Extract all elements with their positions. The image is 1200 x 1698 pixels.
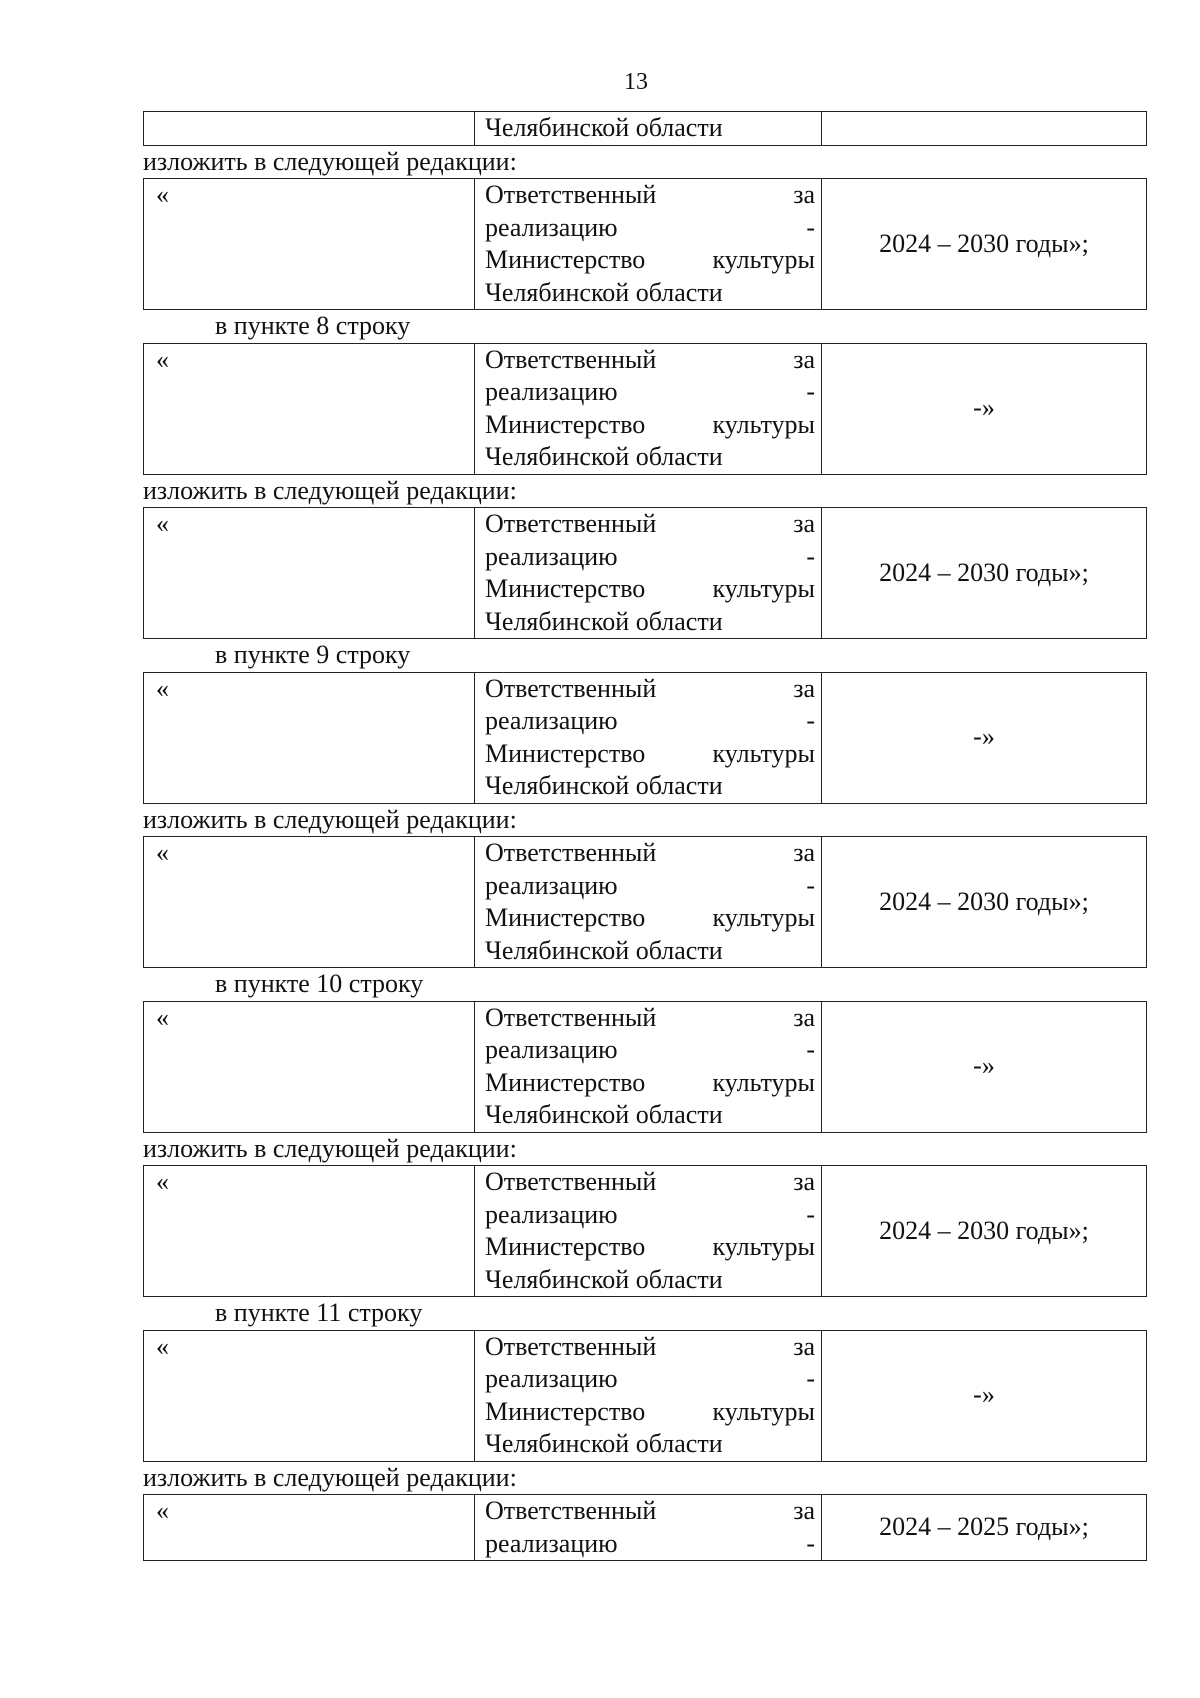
responsible-cell bbox=[475, 1001, 822, 1132]
cell-line bbox=[485, 1495, 815, 1528]
cell-text: - bbox=[806, 1364, 815, 1393]
years-cell: 2024 – 2030 годы»; bbox=[822, 179, 1147, 310]
cell-text: - bbox=[806, 212, 815, 242]
cell-text: культуры bbox=[712, 1232, 815, 1261]
table-row bbox=[144, 672, 1147, 803]
dash-cell: -» bbox=[822, 343, 1147, 474]
responsible-cell bbox=[475, 508, 822, 639]
table-row bbox=[144, 179, 1147, 310]
cell-text: реализацию bbox=[485, 541, 618, 571]
paragraph-edit-instruction: изложить в следующей редакции: bbox=[143, 475, 517, 505]
cell-text: культуры bbox=[712, 245, 815, 274]
cell-line bbox=[485, 1199, 815, 1232]
cell-text: Министерство bbox=[485, 574, 646, 603]
cell-text: реализацию bbox=[485, 1199, 618, 1229]
cell-text: реализацию bbox=[485, 706, 618, 735]
cell-line: « bbox=[156, 1167, 169, 1196]
table-cell bbox=[144, 1495, 475, 1561]
cell-text: за bbox=[793, 838, 815, 867]
cell-text: за bbox=[793, 180, 815, 209]
cell-line bbox=[485, 179, 815, 212]
table-cell bbox=[144, 1001, 475, 1132]
table-row bbox=[144, 1330, 1147, 1461]
cell-line bbox=[485, 573, 815, 606]
cell-line bbox=[485, 212, 815, 245]
cell-line: « bbox=[156, 180, 169, 209]
cell-text: за bbox=[793, 1167, 815, 1196]
cell-line bbox=[485, 1166, 815, 1199]
cell-line: « bbox=[156, 1331, 169, 1361]
cell-line: Челябинской области bbox=[485, 113, 723, 142]
cell-line: « bbox=[156, 344, 169, 374]
cell-line bbox=[485, 344, 815, 377]
table-row bbox=[144, 1001, 1147, 1132]
responsible-cell bbox=[475, 672, 822, 803]
cell-line: « bbox=[156, 673, 169, 703]
cell-text: за bbox=[793, 509, 815, 538]
cell-line: « bbox=[156, 1496, 169, 1525]
cell-text: Ответственный bbox=[485, 344, 657, 374]
cell-line bbox=[485, 376, 815, 409]
table-cell bbox=[144, 1330, 475, 1461]
table-cell bbox=[475, 112, 822, 146]
table-new-revision bbox=[143, 836, 1147, 968]
cell-line: « bbox=[156, 509, 169, 538]
cell-text: Ответственный bbox=[485, 180, 657, 209]
cell-text: культуры bbox=[712, 1396, 815, 1426]
responsible-cell bbox=[475, 1495, 822, 1561]
cell-line bbox=[485, 738, 815, 771]
responsible-cell bbox=[475, 837, 822, 968]
table-cell bbox=[144, 672, 475, 803]
cell-text: реализацию bbox=[485, 377, 618, 406]
cell-text: культуры bbox=[712, 738, 815, 768]
paragraph-edit-instruction: изложить в следующей редакции: bbox=[143, 146, 517, 176]
cell-line bbox=[485, 244, 815, 277]
table-row bbox=[144, 508, 1147, 639]
cell-text: культуры bbox=[712, 574, 815, 603]
table-new-revision-partial bbox=[143, 1494, 1147, 1561]
cell-text: за bbox=[793, 1002, 815, 1032]
cell-line bbox=[485, 508, 815, 541]
cell-text: - bbox=[806, 1199, 815, 1229]
cell-line bbox=[485, 1528, 815, 1561]
cell-line bbox=[485, 902, 815, 935]
cell-line bbox=[485, 541, 815, 574]
cell-text: Ответственный bbox=[485, 1167, 657, 1196]
cell-line: Челябинской области bbox=[485, 606, 723, 636]
responsible-cell bbox=[475, 1330, 822, 1461]
cell-text: - bbox=[806, 1035, 815, 1064]
cell-line bbox=[485, 1067, 815, 1100]
cell-text: Ответственный bbox=[485, 838, 657, 867]
cell-line bbox=[485, 1331, 815, 1364]
cell-line: Челябинской области bbox=[485, 771, 723, 800]
cell-line: Челябинской области bbox=[485, 1429, 723, 1458]
cell-line bbox=[485, 705, 815, 738]
cell-text: Министерство bbox=[485, 738, 646, 768]
cell-text: - bbox=[806, 541, 815, 571]
cell-text: Ответственный bbox=[485, 673, 657, 703]
cell-text: Министерство bbox=[485, 1067, 646, 1097]
cell-text: Министерство bbox=[485, 409, 646, 439]
table-cell bbox=[144, 343, 475, 474]
cell-text: Министерство bbox=[485, 903, 646, 932]
table-old-revision bbox=[143, 1001, 1147, 1133]
cell-text: за bbox=[793, 1331, 815, 1361]
cell-line bbox=[485, 1002, 815, 1035]
cell-text: Ответственный bbox=[485, 509, 657, 538]
years-cell: 2024 – 2030 годы»; bbox=[822, 837, 1147, 968]
paragraph-item-10: в пункте 10 строку bbox=[215, 969, 424, 998]
table-cell bbox=[144, 508, 475, 639]
cell-text: Министерство bbox=[485, 245, 646, 274]
years-cell: 2024 – 2030 годы»; bbox=[822, 508, 1147, 639]
paragraph-item-9: в пункте 9 строку bbox=[215, 640, 411, 669]
cell-text: за bbox=[793, 673, 815, 703]
page-number: 13 bbox=[624, 69, 648, 95]
cell-text: реализацию bbox=[485, 870, 618, 900]
responsible-cell bbox=[475, 343, 822, 474]
years-cell: 2024 – 2025 годы»; bbox=[822, 1495, 1147, 1561]
responsible-cell bbox=[475, 1166, 822, 1297]
cell-text: Ответственный bbox=[485, 1496, 657, 1525]
cell-line bbox=[485, 409, 815, 442]
cell-line bbox=[485, 870, 815, 903]
cell-text: культуры bbox=[712, 1067, 815, 1097]
paragraph-edit-instruction: изложить в следующей редакции: bbox=[143, 804, 517, 834]
years-cell: 2024 – 2030 годы»; bbox=[822, 1166, 1147, 1297]
table-cell bbox=[144, 837, 475, 968]
cell-line bbox=[485, 1363, 815, 1396]
table-row bbox=[144, 1166, 1147, 1297]
cell-line bbox=[485, 1396, 815, 1429]
cell-line: « bbox=[156, 1002, 169, 1032]
cell-text: - bbox=[806, 870, 815, 900]
table-row bbox=[144, 1495, 1147, 1561]
table-old-revision bbox=[143, 343, 1147, 475]
cell-text: Министерство bbox=[485, 1396, 646, 1426]
paragraph-item-11: в пункте 11 строку bbox=[215, 1298, 423, 1327]
cell-text: - bbox=[806, 706, 815, 735]
table-old-revision bbox=[143, 1330, 1147, 1462]
table-new-revision bbox=[143, 178, 1147, 310]
cell-text: реализацию bbox=[485, 1528, 618, 1558]
table-cell bbox=[144, 1166, 475, 1297]
cell-line bbox=[485, 837, 815, 870]
table-row bbox=[144, 343, 1147, 474]
dash-cell: -» bbox=[822, 672, 1147, 803]
cell-text: - bbox=[806, 1528, 815, 1558]
cell-line: Челябинской области bbox=[485, 1100, 723, 1129]
cell-text: за bbox=[793, 1496, 815, 1525]
table-row bbox=[144, 837, 1147, 968]
table-cell bbox=[822, 112, 1147, 146]
cell-line bbox=[485, 1034, 815, 1067]
cell-line: Челябинской области bbox=[485, 935, 723, 965]
responsible-cell bbox=[475, 179, 822, 310]
cell-text: культуры bbox=[712, 903, 815, 932]
cell-text: культуры bbox=[712, 409, 815, 439]
document-body bbox=[143, 111, 1123, 1561]
cell-text: за bbox=[793, 344, 815, 374]
cell-text: - bbox=[806, 377, 815, 406]
cell-text: Ответственный bbox=[485, 1331, 657, 1361]
cell-text: Ответственный bbox=[485, 1002, 657, 1032]
table-cell bbox=[144, 179, 475, 310]
dash-cell: -» bbox=[822, 1001, 1147, 1132]
dash-cell: -» bbox=[822, 1330, 1147, 1461]
table-row bbox=[144, 112, 1147, 146]
cell-text: реализацию bbox=[485, 1364, 618, 1393]
table-new-revision bbox=[143, 1165, 1147, 1297]
paragraph-edit-instruction: изложить в следующей редакции: bbox=[143, 1133, 517, 1163]
cell-line bbox=[485, 1231, 815, 1264]
paragraph-edit-instruction: изложить в следующей редакции: bbox=[143, 1462, 517, 1492]
cell-line: Челябинской области bbox=[485, 442, 723, 471]
cell-text: реализацию bbox=[485, 212, 618, 242]
cell-line bbox=[485, 673, 815, 706]
cell-line: Челябинской области bbox=[485, 277, 723, 307]
table-fragment-top bbox=[143, 111, 1147, 146]
cell-text: Министерство bbox=[485, 1232, 646, 1261]
table-cell bbox=[144, 112, 475, 146]
cell-text: реализацию bbox=[485, 1035, 618, 1064]
paragraph-item-8: в пункте 8 строку bbox=[215, 311, 411, 340]
table-new-revision bbox=[143, 507, 1147, 639]
cell-line: Челябинской области bbox=[485, 1264, 723, 1294]
cell-line: « bbox=[156, 838, 169, 867]
table-old-revision bbox=[143, 672, 1147, 804]
